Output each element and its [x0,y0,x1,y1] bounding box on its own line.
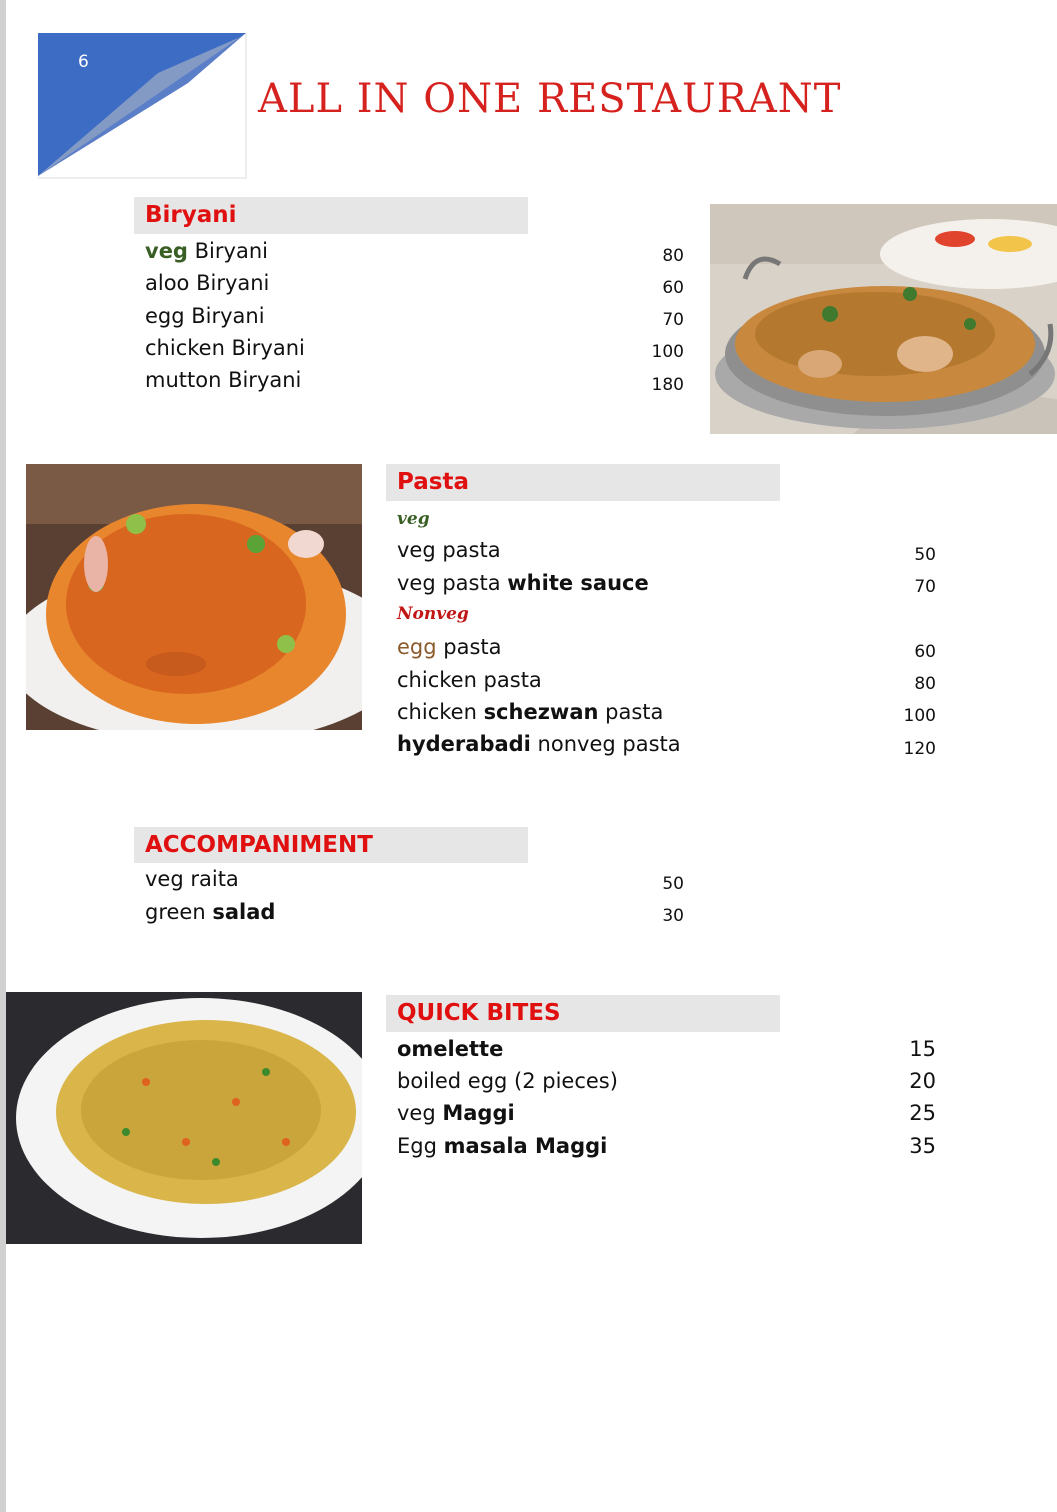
quick-bites-section-header [386,995,780,1032]
accompaniment-header-label: ACCOMPANIMENT [145,832,373,858]
menu-item: veg Maggi [397,1101,515,1125]
menu-item: veg pasta [397,538,501,562]
biryani-photo [710,204,1057,434]
menu-item: mutton Biryani [145,368,302,392]
item-price: 50 [914,545,936,565]
menu-item: omelette [397,1037,504,1061]
menu-item: chicken Biryani [145,336,305,360]
menu-item: boiled egg (2 pieces) [397,1069,618,1093]
item-price: 35 [909,1134,936,1158]
menu-item: veg pasta white sauce [397,571,649,595]
menu-item: veg raita [145,867,239,891]
item-price: 70 [914,577,936,597]
quick-bites-header-label: QUICK BITES [397,1000,561,1026]
item-price: 80 [914,674,936,694]
veg-subheading: veg [397,509,430,529]
menu-item: Egg masala Maggi [397,1134,608,1158]
menu-item: hyderabadi nonveg pasta [397,732,681,756]
item-price: 50 [662,874,684,894]
menu-item: green salad [145,900,276,924]
item-price: 60 [662,278,684,298]
corner-decoration [38,33,248,179]
pasta-header-label: Pasta [397,469,469,495]
pasta-section-header [386,464,780,501]
menu-item: aloo Biryani [145,271,270,295]
item-price: 20 [909,1069,936,1093]
menu-item: veg Biryani [145,239,268,263]
item-price: 100 [651,342,684,362]
restaurant-title: ALL IN ONE RESTAURANT [258,76,842,122]
page-number: 6 [78,52,89,72]
item-price: 60 [914,642,936,662]
nonveg-subheading: Nonveg [397,604,469,624]
menu-page [6,0,1057,1512]
item-price: 70 [662,310,684,330]
item-price: 180 [651,375,684,395]
item-price: 15 [909,1037,936,1061]
menu-item: egg Biryani [145,304,265,328]
biryani-header-label: Biryani [145,202,237,228]
accompaniment-section-header [134,827,528,863]
maggi-noodles-photo [6,992,362,1244]
pasta-photo [26,464,362,730]
item-price: 100 [903,706,936,726]
menu-item: chicken pasta [397,668,542,692]
menu-item: egg pasta [397,635,502,659]
item-price: 25 [909,1101,936,1125]
menu-item: chicken schezwan pasta [397,700,664,724]
biryani-section-header [134,197,528,234]
item-price: 30 [662,906,684,926]
item-price: 80 [662,246,684,266]
item-price: 120 [903,739,936,759]
